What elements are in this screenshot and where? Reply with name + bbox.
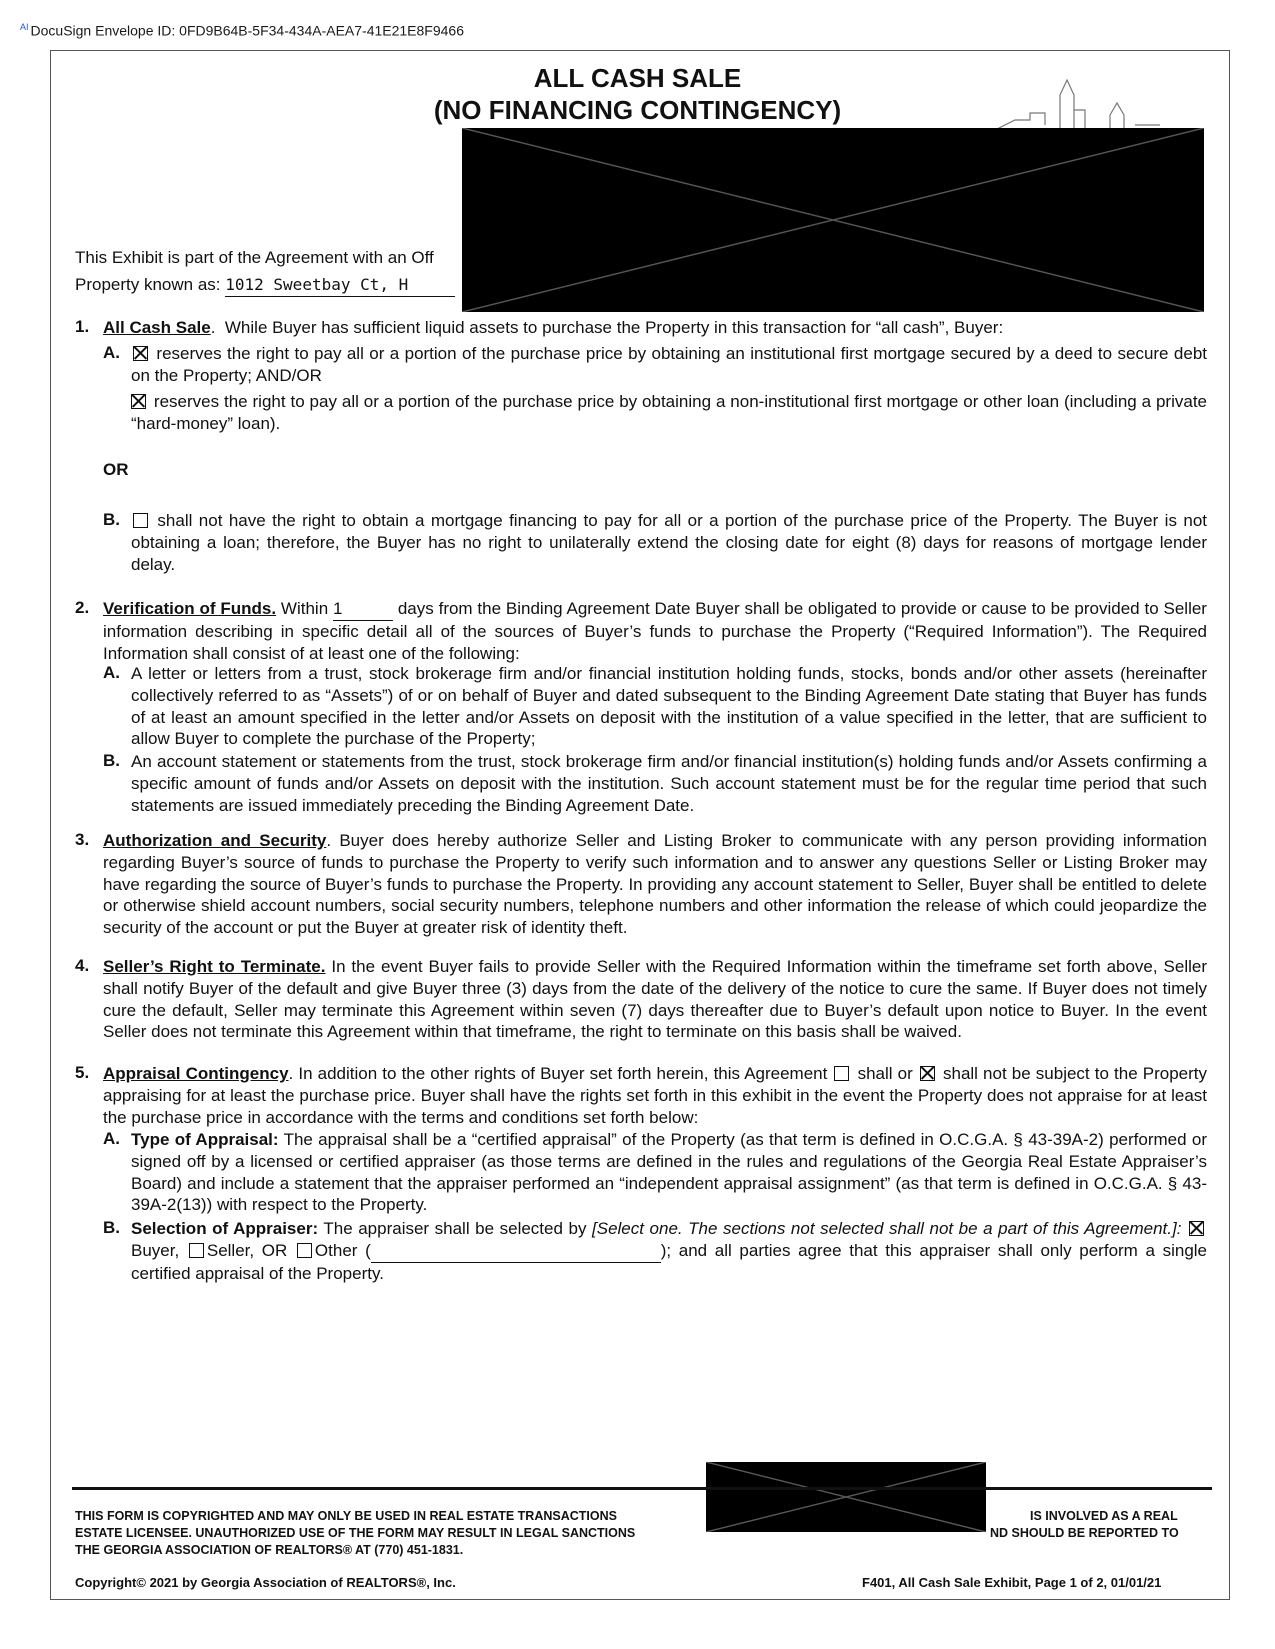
footer-line-1b: IS INVOLVED AS A REAL [1030, 1509, 1178, 1523]
section-5a-label: A. [103, 1129, 120, 1148]
section-1-text: While Buyer has sufficient liquid assets to purchase the Property in this transaction for “all cash”, Buyer: [224, 318, 1004, 337]
footer-line-1a: THIS FORM IS COPYRIGHTED AND MAY ONLY BE USED IN REAL ESTATE TRANSACTIONS [75, 1509, 617, 1523]
section-1a-label: A. [103, 343, 120, 362]
section-5a [131, 1129, 1207, 1216]
option-non-institutional-mortgage-checkbox[interactable] [131, 394, 146, 409]
appraiser-buyer-checkbox[interactable] [1189, 1221, 1204, 1236]
option-institutional-mortgage-checkbox[interactable] [133, 346, 148, 361]
section-1a-option-1-text: reserves the right to pay all or a portion of the purchase price by obtaining an institutional first mortgage secured by a deed to secure debt on the Property; AND/OR [131, 344, 1207, 385]
redacted-block-footer [706, 1462, 986, 1532]
section-1a-option-1 [131, 343, 1207, 387]
footer-line-2a: ESTATE LICENSEE. UNAUTHORIZED USE OF THE FORM MAY RESULT IN LEGAL SANCTIONS [75, 1526, 636, 1540]
property-address-field: 1012 Sweetbay Ct, H [225, 274, 455, 297]
verification-days-field: 1 [333, 598, 393, 621]
section-5-number: 5. [75, 1063, 90, 1082]
section-5-intro: Appraisal Contingency. In addition to the other rights of Buyer set forth herein, this Agreement shall or shall not be subject to the Property appraising for at least the purchase price. Buyer shall have the rights set forth in this exhibit in the event the Property does not appraise for at least the purchase price in accordance with the terms and conditions set forth below: [103, 1064, 1208, 1127]
section-1a-option-2-text: reserves the right to pay all or a portion of the purchase price by obtaining a non-institutional first mortgage or other loan (including a private “hard-money” loan). [131, 392, 1207, 433]
docusign-badge: AI [20, 22, 29, 32]
section-5a-heading: Type of Appraisal: [131, 1130, 279, 1149]
section-1-heading: All Cash Sale [103, 318, 211, 337]
footer-line-3: THE GEORGIA ASSOCIATION OF REALTORS® AT (770) 451-1831. [75, 1543, 464, 1557]
appraiser-other-label: Other ( [314, 1240, 371, 1260]
appraiser-other-checkbox[interactable] [297, 1243, 312, 1258]
docusign-envelope-id [20, 22, 464, 39]
section-3-number: 3. [75, 830, 90, 849]
section-5-text-a: In addition to the other rights of Buyer set forth herein, this Agreement [298, 1064, 828, 1083]
section-2-intro [103, 598, 1207, 664]
appraisal-shall-checkbox[interactable] [834, 1066, 849, 1081]
envelope-id-text: DocuSign Envelope ID: 0FD9B64B-5F34-434A-AEA7-41E21E8F9466 [30, 22, 464, 39]
option-no-mortgage-checkbox[interactable] [133, 513, 148, 528]
section-5-shall-label: shall or [857, 1064, 913, 1083]
property-label: Property known as: [75, 275, 221, 294]
section-2a-label: A. [103, 663, 120, 682]
appraiser-other-field[interactable] [371, 1240, 661, 1263]
section-5b-end: ); and all parties agree that this appraiser shall only perform a single certified appraisal of the Property. [131, 1240, 1208, 1283]
section-1b-text: shall not have the right to obtain a mortgage financing to pay for all or a portion of the purchase price of the Property. The Buyer is not obtaining a loan; therefore, the Buyer has no right to unilaterally extend the closing date for eight (8) days for reasons of mortgage lender delay. [131, 511, 1207, 574]
section-2a-text: A letter or letters from a trust, stock brokerage firm and/or financial institution holding funds, stocks, bonds and/or other assets (hereinafter collectively referred to as “Assets”) of or on behalf of Buyer and dated subsequent to the Binding Agreement Date stating that Buyer has funds of at least an amount specified in the letter and/or Assets on deposit with the institution of a value specified in the letter, that are sufficient to allow Buyer to complete the purchase of the Property; [131, 664, 1207, 749]
section-2-number: 2. [75, 598, 90, 617]
section-5-text-b: shall not be subject to the Property appraising for at least the purchase price. Buyer shall have the rights set forth in this exhibit in the event the Property does not appraise for at least the purchase price in accordance with the terms and conditions set forth below: [103, 1064, 1208, 1127]
section-3: Authorization and Security. Buyer does hereby authorize Seller and Listing Broker to communicate with any person providing information regarding Buyer’s source of funds to purchase the Property to verify such information and to answer any questions Seller or Listing Broker may have regarding the source of Buyer’s funds to purchase the Property. In providing any account statement to Seller, Buyer shall be entitled to delete or otherwise shield account numbers, social security numbers, telephone numbers and other information the release of which could jeopardize the security of the account or put the Buyer at greater risk of identity theft. [103, 831, 1207, 938]
section-2-within: Within [280, 599, 329, 618]
footer-rule [72, 1487, 1212, 1490]
section-4-text: In the event Buyer fails to provide Seller with the Required Information within the timeframe set forth above, Seller shall notify Buyer of the default and give Buyer three (3) days from the date of the delivery of the notice to cure the same. If Buyer does not timely cure the default, Seller may terminate this Agreement within seven (7) days thereafter due to Buyer’s default upon notice to Buyer. In the event Seller does not terminate this Agreement within that timeframe, the right to terminate on this basis shall be waived. [103, 957, 1207, 1042]
appraisal-shall-not-checkbox[interactable] [920, 1066, 935, 1081]
footer-line-2b: ND SHOULD BE REPORTED TO [990, 1526, 1179, 1540]
section-1-or: OR [103, 460, 129, 479]
section-5-heading: Appraisal Contingency [103, 1064, 289, 1083]
section-5b-heading: Selection of Appraiser: [131, 1219, 319, 1238]
section-1-intro: All Cash Sale. While Buyer has sufficient liquid assets to purchase the Property in this transaction for “all cash”, Buyer: [103, 318, 1004, 337]
section-2b-label: B. [103, 751, 120, 770]
redacted-block-header [462, 128, 1204, 312]
section-2-text: days from the Binding Agreement Date Buyer shall be obligated to provide or cause to be provided to Seller information describing in specific detail all of the sources of Buyer’s funds to purchase the Property (“Required Information”). The Required Information shall consist of at least one of the following: [103, 599, 1207, 663]
section-4-heading: Seller’s Right to Terminate. [103, 957, 326, 976]
footer-form-id: F401, All Cash Sale Exhibit, Page 1 of 2, 01/01/21 [862, 1575, 1162, 1590]
section-2b-text: An account statement or statements from the trust, stock brokerage firm and/or financial institution(s) holding funds and/or Assets confirming a specific amount of funds and/or Assets on deposit with the institution. Such account statement must be for the regular time period that such statements are issued immediately preceding the Binding Agreement Date. [131, 752, 1207, 815]
section-1a-option-2 [131, 391, 1207, 435]
appraiser-seller-label: Seller, OR [206, 1240, 288, 1260]
section-3-heading: Authorization and Security [103, 831, 327, 850]
section-1b-label: B. [103, 510, 120, 529]
section-5b [131, 1218, 1207, 1284]
section-3-text: Buyer does hereby authorize Seller and Listing Broker to communicate with any person providing information regarding Buyer’s source of funds to purchase the Property to verify such information and to answer any questions Seller or Listing Broker may have regarding the source of Buyer’s funds to purchase the Property. In providing any account statement to Seller, Buyer shall be entitled to delete or otherwise shield account numbers, social security numbers, telephone numbers and other information the release of which could jeopardize the security of the account or put the Buyer at greater risk of identity theft. [103, 831, 1207, 938]
section-4 [103, 956, 1207, 1043]
section-5b-instruction: [Select one. The sections not selected shall not be a part of this Agreement.]: [592, 1219, 1182, 1238]
footer-copyright: Copyright© 2021 by Georgia Association of REALTORS®, Inc. [75, 1575, 456, 1590]
section-1-number: 1. [75, 317, 90, 336]
appraiser-seller-checkbox[interactable] [189, 1243, 204, 1258]
intro-line-1: This Exhibit is part of the Agreement with an Off [75, 248, 434, 267]
section-4-number: 4. [75, 956, 90, 975]
section-2-heading: Verification of Funds. [103, 599, 277, 618]
intro-line-2 [75, 274, 455, 297]
title-line-1: ALL CASH SALE [533, 63, 742, 93]
appraiser-buyer-label: Buyer, [131, 1240, 180, 1260]
section-5a-text: The appraisal shall be a “certified appraisal” of the Property (as that term is defined in O.C.G.A. § 43-39A-2) performed or signed off by a licensed or certified appraiser (as those terms are defined in the rules and regulations of the Georgia Real Estate Appraiser’s Board) and include a statement that the appraiser performed an “independent appraisal assignment” (as that term is defined in O.C.G.A. § 43-39A-2(13)) with respect to the Property. [131, 1130, 1207, 1215]
title-line-2: (NO FINANCING CONTINGENCY) [433, 95, 842, 125]
section-1b [131, 510, 1207, 575]
section-5b-text: The appraiser shall be selected by [323, 1219, 587, 1238]
section-5b-label: B. [103, 1218, 120, 1237]
